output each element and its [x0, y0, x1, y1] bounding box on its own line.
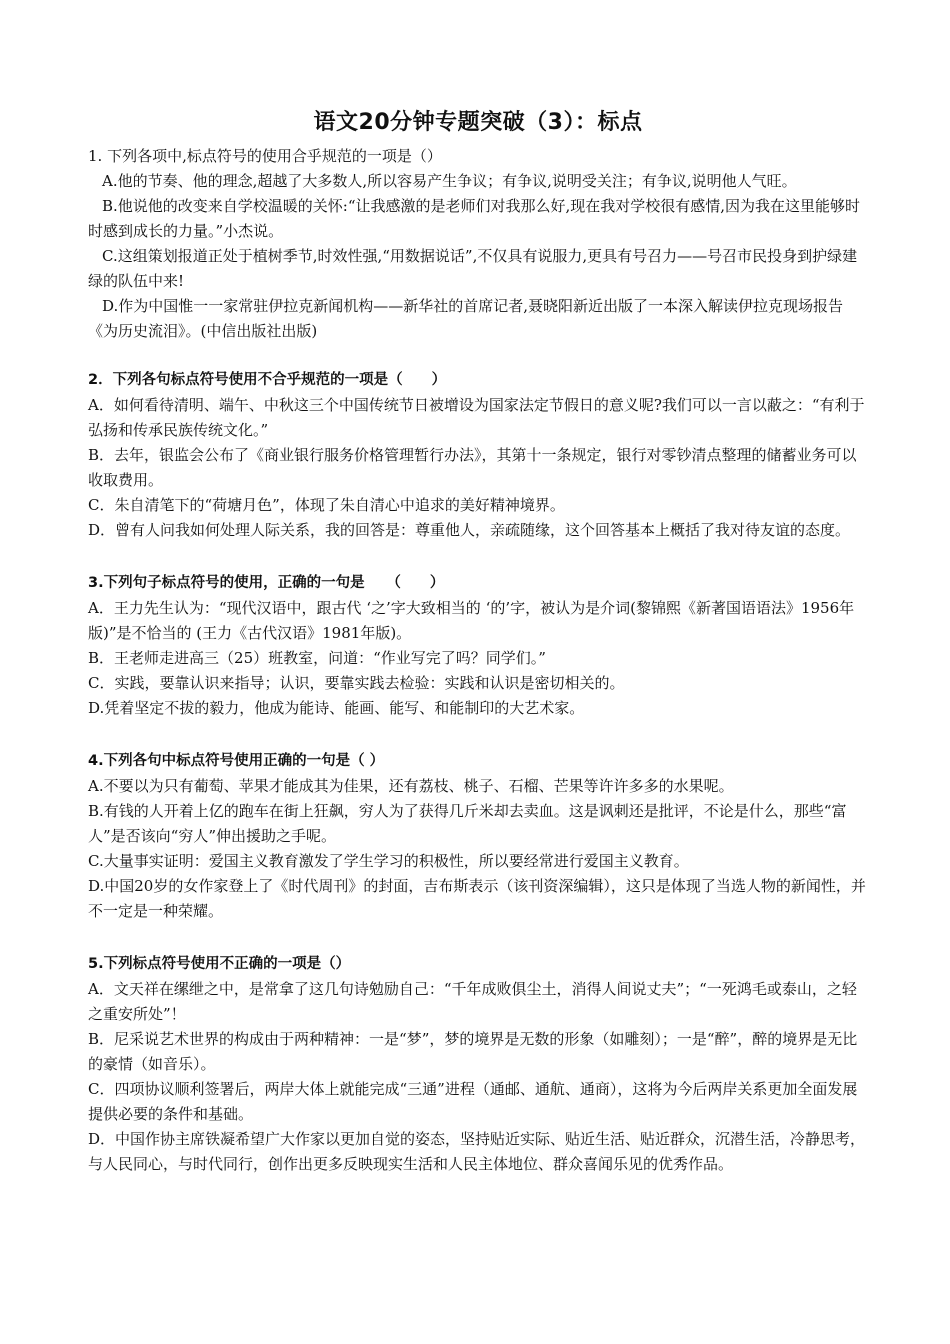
- option-a: A.他的节奏、他的理念,超越了大多数人,所以容易产生争议；有争议,说明受关注；有争议,说明他人气旺。: [102, 172, 797, 190]
- option-d: D．曾有人问我如何处理人际关系，我的回答是：尊重他人，亲疏随缘，这个回答基本上概括了我对待友谊的态度。: [88, 521, 851, 539]
- option-d: D.中国20岁的女作家登上了《时代周刊》的封面，吉布斯表示（该刊资深编辑），这只是体现了当选人物的新闻性，并不一定是一种荣耀。: [88, 877, 866, 920]
- option-b: B．王老师走进高三（25）班教室，问道：“作业写完了吗？同学们。”: [88, 649, 546, 667]
- document-page: [88, 108, 868, 1205]
- option-c: C.这组策划报道正处于植树季节,时效性强,“用数据说话”,不仅具有说服力,更具有号召力——号召市民投身到护绿建绿的队伍中来!: [88, 247, 858, 290]
- document-title: 语文20分钟专题突破（3）：标点: [313, 110, 643, 135]
- option-a: A．如何看待清明、端午、中秋这三个中国传统节日被增设为国家法定节假日的意义呢?我们可以一言以蔽之：“有利于弘扬和传承民族传统文化。”: [88, 396, 865, 439]
- question-stem: 5.下列标点符号使用不正确的一项是（）: [88, 956, 351, 972]
- option-c: C．实践，要靠认识来指导；认识，要靠实践去检验：实践和认识是密切相关的。: [88, 674, 625, 692]
- option-b: B．尼采说艺术世界的构成由于两种精神：一是“梦”，梦的境界是无数的形象（如雕刻）；一是“醉”，醉的境界是无比的豪情（如音乐）。: [88, 1030, 858, 1073]
- question-2: [88, 368, 868, 543]
- option-a: A．文天祥在缧绁之中，是常拿了这几句诗勉励自己：“千年成败俱尘土，消得人间说丈夫”；“一死鸿毛或泰山，之轻之重安所处”！: [88, 980, 857, 1023]
- question-1: [88, 144, 868, 344]
- question-4: [88, 749, 868, 924]
- question-stem: 1. 下列各项中,标点符号的使用合乎规范的一项是（）: [88, 147, 442, 165]
- question-stem: 2．下列各句标点符号使用不合乎规范的一项是（ ）: [88, 372, 447, 388]
- option-a: A．王力先生认为：“现代汉语中，跟古代 ‘之’字大致相当的 ‘的’字，被认为是介词(黎锦熙《新著国语语法》1956年版)”是不恰当的 (王力《古代汉语》1981年版)。: [88, 599, 855, 642]
- question-stem: 3.下列句子标点符号的使用，正确的一句是 （ ）: [88, 575, 445, 591]
- option-d: D．中国作协主席铁凝希望广大作家以更加自觉的姿态，坚持贴近实际、贴近生活、贴近群众，沉潜生活，冷静思考，与人民同心，与时代同行，创作出更多反映现实生活和人民主体地位、群众喜闻乐见的优秀作品。: [88, 1130, 866, 1173]
- option-b: B．去年，银监会公布了《商业银行服务价格管理暂行办法》，其第十一条规定，银行对零钞清点整理的储蓄业务可以收取费用。: [88, 446, 857, 489]
- question-3: [88, 571, 868, 721]
- option-b: B.他说他的改变来自学校温暖的关怀:“让我感激的是老师们对我那么好,现在我对学校很有感情,因为我在这里能够时时感到成长的力量。”小杰说。: [88, 197, 861, 240]
- option-d: D.作为中国惟一一家常驻伊拉克新闻机构——新华社的首席记者,聂晓阳新近出版了一本深入解读伊拉克现场报告《为历史流泪》。(中信出版社出版): [88, 297, 844, 340]
- option-d: D.凭着坚定不拔的毅力，他成为能诗、能画、能写、和能制印的大艺术家。: [88, 699, 585, 717]
- question-stem: 4.下列各句中标点符号使用正确的一句是（ ）: [88, 753, 385, 769]
- option-c: C.大量事实证明：爱国主义教育激发了学生学习的积极性，所以要经常进行爱国主义教育。: [88, 852, 689, 870]
- option-b: B.有钱的人开着上亿的跑车在街上狂飙，穷人为了获得几斤米却去卖血。这是讽刺还是批评，不论是什么，那些“富人”是否该向“穷人”伸出援助之手呢。: [88, 802, 847, 845]
- option-c: C．朱自清笔下的“荷塘月色”，体现了朱自清心中追求的美好精神境界。: [88, 496, 565, 514]
- option-a: A.不要以为只有葡萄、苹果才能成其为佳果，还有荔枝、桃子、石榴、芒果等许许多多的水果呢。: [88, 777, 734, 795]
- question-5: [88, 952, 868, 1177]
- option-c: C．四项协议顺利签署后，两岸大体上就能完成“三通”进程（通邮、通航、通商），这将为今后两岸关系更加全面发展提供必要的条件和基础。: [88, 1080, 858, 1123]
